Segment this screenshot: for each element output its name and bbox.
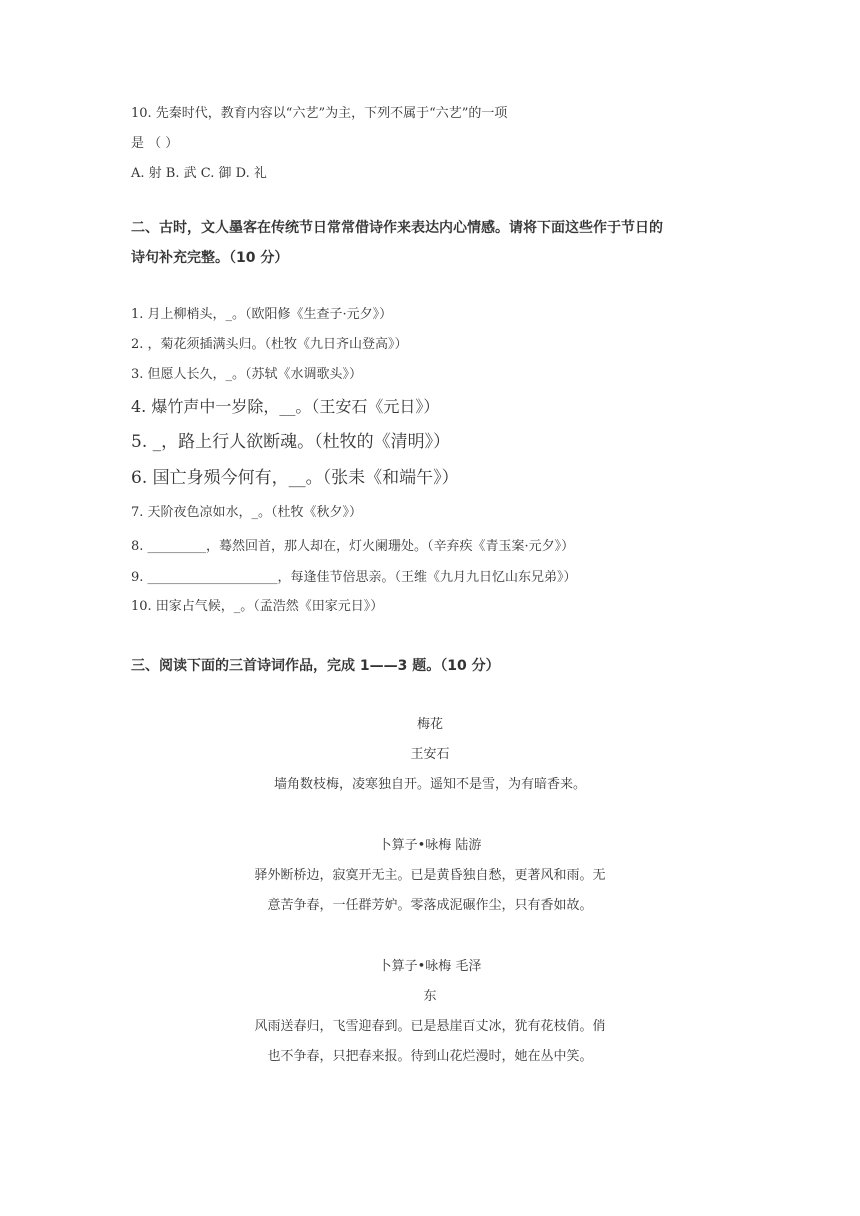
poem1-line-1: 墙角数枝梅，凌寒独自开。遥知不是雪，为有暗香来。 bbox=[273, 777, 586, 792]
poem2-line-1: 驿外断桥边，寂寞开无主。已是黄昏独自愁，更著风和雨。无 bbox=[254, 868, 606, 883]
poem2-title: 卜算子•咏梅 陆游 bbox=[378, 838, 482, 853]
section2-heading-line1: 二、古时，文人墨客在传统节日常常借诗作来表达内心情感。请将下面这些作于节日的 bbox=[131, 220, 663, 236]
fill-item-8: 8. _________，蓦然回首，那人却在，灯火阑珊处。（辛弃疾《青玉案·元夕》） bbox=[131, 539, 575, 554]
fill-item-4: 4. 爆竹声中一岁除，__。（王安石《元日》） bbox=[131, 397, 440, 416]
fill-item-9: 9. ____________________，每逢佳节倍思亲。（王维《九月九日忆山东兄弟》） bbox=[131, 570, 577, 585]
fill-item-6: 6. 国亡身殒今何有，__。（张耒《和端午》） bbox=[131, 468, 459, 488]
poem3-line-2: 也不争春，只把春来报。待到山花烂漫时，她在丛中笑。 bbox=[267, 1049, 593, 1064]
poem2-line-2: 意苦争春，一任群芳妒。零落成泥碾作尘，只有香如故。 bbox=[267, 898, 593, 913]
section2-heading-line2: 诗句补充完整。（10 分） bbox=[131, 250, 289, 266]
fill-item-5: 5. _，路上行人欲断魂。（杜牧的《清明》） bbox=[131, 432, 451, 452]
fill-item-7: 7. 天阶夜色凉如水，_。（杜牧《秋夕》） bbox=[131, 505, 363, 520]
section3-heading: 三、阅读下面的三首诗词作品，完成 1——3 题。（10 分） bbox=[131, 658, 500, 674]
fill-item-10: 10. 田家占气候，_。（孟浩然《田家元日》） bbox=[131, 599, 384, 614]
poem1-title: 梅花 bbox=[416, 717, 443, 732]
q10-line2: 是 （ ） bbox=[131, 136, 179, 151]
poem3-title-cont: 东 bbox=[423, 989, 437, 1004]
fill-item-2: 2. ，菊花须插满头归。（杜牧《九日齐山登高》） bbox=[131, 337, 408, 352]
poem3-line-1: 风雨送春归，飞雪迎春到。已是悬崖百丈冰，犹有花枝俏。俏 bbox=[254, 1019, 606, 1034]
fill-item-3: 3. 但愿人长久，_。（苏轼《水调歌头》） bbox=[131, 367, 363, 382]
poem3-title: 卜算子•咏梅 毛泽 bbox=[378, 959, 482, 974]
fill-item-1: 1. 月上柳梢头，_。（欧阳修《生查子·元夕》） bbox=[131, 307, 393, 322]
q10-line1: 10. 先秦时代，教育内容以“六艺”为主，下列不属于“六艺”的一项 bbox=[131, 106, 508, 121]
poem1-author: 王安石 bbox=[410, 747, 450, 762]
q10-options: A. 射 B. 武 C. 御 D. 礼 bbox=[131, 166, 267, 181]
